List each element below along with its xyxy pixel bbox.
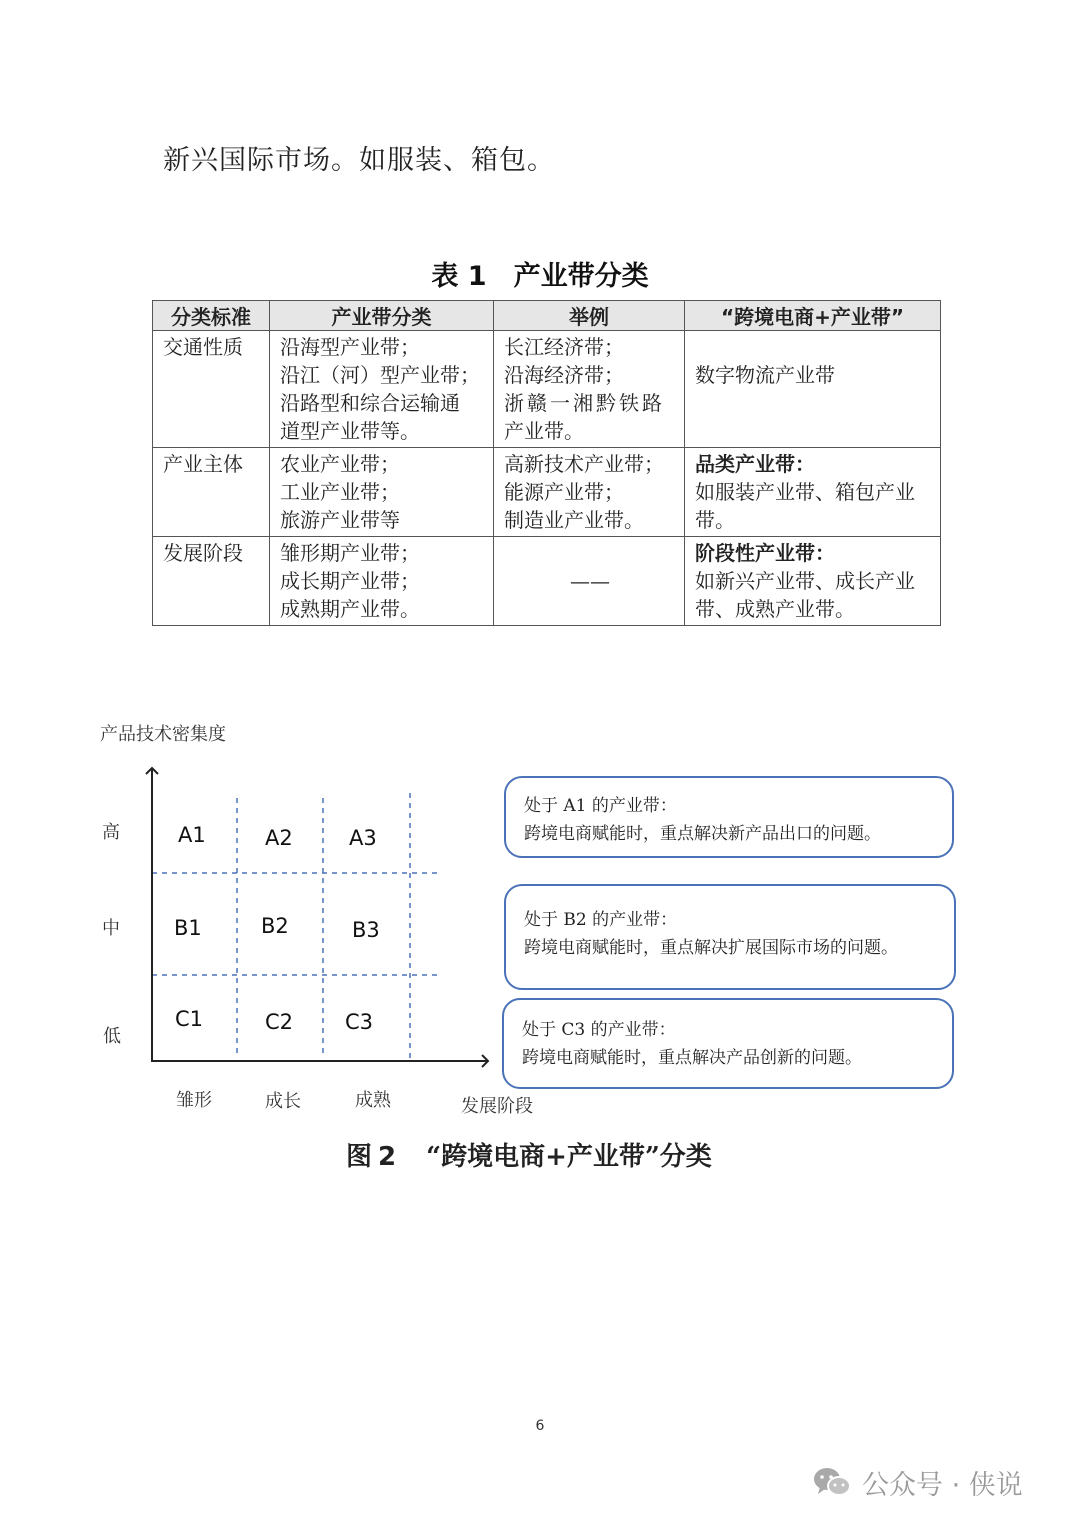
example-line: 长江经济带； <box>504 335 624 359</box>
table-title: 表 1 产业带分类 <box>431 261 649 292</box>
y-level-high: 高 <box>102 822 120 843</box>
example-line: 能源产业带； <box>504 480 624 504</box>
type-line: 沿江（河）型产业带； <box>280 363 480 387</box>
matrix-cell-b1: B1 <box>174 916 202 940</box>
example-line: 浙赣一湘黔铁路 <box>504 391 665 415</box>
matrix-cell-a1: A1 <box>178 823 206 847</box>
page-number: 6 <box>535 1418 545 1434</box>
type-line: 成熟期产业带。 <box>280 597 420 621</box>
type-line: 旅游产业带等 <box>280 508 400 532</box>
matrix-cell-c3: C3 <box>345 1010 374 1034</box>
paragraph-text: 新兴国际市场。如服装、箱包。 <box>163 145 555 176</box>
callout-title: 处于 A1 的产业带： <box>524 796 677 816</box>
cb-line: 如新兴产业带、成长产业 <box>695 569 915 593</box>
cell-criterion: 产业主体 <box>153 448 270 537</box>
type-line: 工业产业带； <box>280 480 400 504</box>
x-level-mature: 成熟 <box>355 1090 391 1111</box>
callout-c3 <box>502 998 954 1089</box>
matrix-cell-b2: B2 <box>261 914 289 938</box>
example-line: 沿海经济带； <box>504 363 624 387</box>
example-line: 高新技术产业带； <box>504 452 664 476</box>
callout-title: 处于 C3 的产业带： <box>522 1020 676 1040</box>
type-line: 道型产业带等。 <box>280 419 420 443</box>
matrix-cell-a3: A3 <box>349 826 377 850</box>
matrix-cell-c1: C1 <box>175 1007 204 1031</box>
wechat-icon <box>812 1465 852 1499</box>
cell-criterion: 交通性质 <box>153 331 270 448</box>
type-line: 成长期产业带； <box>280 569 420 593</box>
y-axis-label: 产品技术密集度 <box>100 724 226 745</box>
x-level-growth: 成长 <box>265 1091 301 1112</box>
type-line: 雏形期产业带； <box>280 541 420 565</box>
example-line: 制造业产业带。 <box>504 508 644 532</box>
cell-criterion: 发展阶段 <box>153 537 270 626</box>
x-axis-label: 发展阶段 <box>461 1096 533 1117</box>
header-examples: 举例 <box>494 301 685 331</box>
callout-title: 处于 B2 的产业带： <box>524 910 678 930</box>
caption-number: 2 <box>378 1142 397 1172</box>
matrix-cell-b3: B3 <box>352 918 380 942</box>
matrix-cell-c2: C2 <box>265 1010 294 1034</box>
figure-caption <box>346 1136 712 1173</box>
header-types: 产业带分类 <box>270 301 494 331</box>
callout-text: 跨境电商赋能时，重点解决新产品出口的问题。 <box>524 824 881 844</box>
callout-text: 跨境电商赋能时，重点解决产品创新的问题。 <box>522 1048 862 1068</box>
matrix-cell-a2: A2 <box>265 826 293 850</box>
watermark <box>812 1462 1023 1502</box>
y-level-low: 低 <box>103 1026 121 1047</box>
callout-text: 跨境电商赋能时，重点解决扩展国际市场的问题。 <box>524 938 898 958</box>
type-line: 沿路型和综合运输通 <box>280 391 460 415</box>
type-line: 农业产业带； <box>280 452 400 476</box>
type-line: 沿海型产业带； <box>280 335 420 359</box>
header-cross-border: “跨境电商+产业带” <box>685 301 941 331</box>
cb-line: 带。 <box>695 508 735 532</box>
caption-text: “跨境电商+产业带”分类 <box>426 1142 712 1172</box>
cb-title: 阶段性产业带： <box>695 541 835 565</box>
callout-b2 <box>504 884 956 990</box>
cb-title: 品类产业带： <box>695 452 815 476</box>
cb-line: 带、成熟产业带。 <box>695 597 855 621</box>
cb-line: 如服装产业带、箱包产业 <box>695 480 915 504</box>
cell-examples: —— <box>494 537 685 626</box>
cb-line: 数字物流产业带 <box>695 363 835 387</box>
header-criterion: 分类标准 <box>153 301 270 331</box>
x-level-emerging: 雏形 <box>176 1090 212 1111</box>
callout-a1 <box>504 776 954 858</box>
watermark-text: 公众号 · 侠说 <box>862 1469 1023 1501</box>
caption-label: 图 <box>346 1142 373 1172</box>
example-line: 产业带。 <box>504 419 584 443</box>
y-level-mid: 中 <box>102 918 120 939</box>
